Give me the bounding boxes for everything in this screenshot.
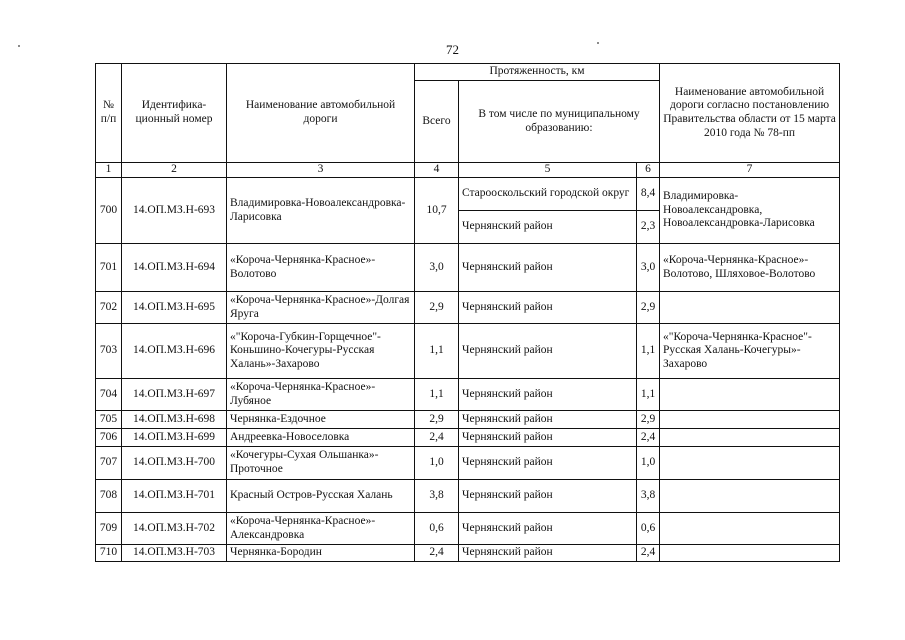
table-row <box>96 244 840 292</box>
decree-name-cell: «"Короча-Чернянка-Красное"-Русская Халань-Кочегуры»-Захарово <box>660 324 840 379</box>
district-length-cell: 3,0 <box>637 244 660 292</box>
district-cell: Чернянский район <box>459 513 637 545</box>
column-number: 3 <box>227 163 415 178</box>
district-length-cell: 2,9 <box>637 292 660 324</box>
decree-name-cell <box>660 292 840 324</box>
road-id-cell: 14.ОП.МЗ.Н-702 <box>122 513 227 545</box>
row-number-cell: 701 <box>96 244 122 292</box>
district-length-cell: 3,8 <box>637 480 660 513</box>
row-number-cell: 704 <box>96 379 122 411</box>
district-cell: Старооскольский городской округ <box>459 178 637 211</box>
district-cell: Чернянский район <box>459 545 637 562</box>
district-length-cell: 2,3 <box>637 211 660 244</box>
table-row <box>96 411 840 429</box>
row-number-cell: 708 <box>96 480 122 513</box>
decree-name-cell <box>660 545 840 562</box>
district-length-cell: 1,0 <box>637 447 660 480</box>
header-length-group: Протяженность, км <box>415 64 660 81</box>
row-number-cell: 709 <box>96 513 122 545</box>
total-length-cell: 1,0 <box>415 447 459 480</box>
district-cell: Чернянский район <box>459 211 637 244</box>
road-id-cell: 14.ОП.МЗ.Н-697 <box>122 379 227 411</box>
total-length-cell: 10,7 <box>415 178 459 244</box>
road-name-cell: «Короча-Чернянка-Красное»-Волотово <box>227 244 415 292</box>
decree-name-cell <box>660 411 840 429</box>
row-number-cell: 702 <box>96 292 122 324</box>
column-number: 5 <box>459 163 637 178</box>
district-length-cell: 0,6 <box>637 513 660 545</box>
table-row <box>96 178 840 211</box>
road-name-cell: «"Короча-Губкин-Горщечное"-Коньшино-Кочегуры-Русская Халань»-Захарово <box>227 324 415 379</box>
row-number-cell: 703 <box>96 324 122 379</box>
total-length-cell: 2,4 <box>415 545 459 562</box>
table-row <box>96 480 840 513</box>
road-id-cell: 14.ОП.МЗ.Н-700 <box>122 447 227 480</box>
page-number: 72 <box>446 42 459 57</box>
total-length-cell: 3,0 <box>415 244 459 292</box>
district-cell: Чернянский район <box>459 292 637 324</box>
district-cell: Чернянский район <box>459 429 637 447</box>
row-number-cell: 707 <box>96 447 122 480</box>
column-number: 2 <box>122 163 227 178</box>
road-id-cell: 14.ОП.МЗ.Н-696 <box>122 324 227 379</box>
header-municipal: В том числе по муниципальному образованию: <box>459 81 660 163</box>
road-id-cell: 14.ОП.МЗ.Н-701 <box>122 480 227 513</box>
road-id-cell: 14.ОП.МЗ.Н-695 <box>122 292 227 324</box>
road-name-cell: «Короча-Чернянка-Красное»-Лубяное <box>227 379 415 411</box>
row-number-cell: 710 <box>96 545 122 562</box>
header-id: Идентифика-ционный номер <box>122 64 227 163</box>
column-number: 4 <box>415 163 459 178</box>
table-row <box>96 324 840 379</box>
district-length-cell: 1,1 <box>637 379 660 411</box>
total-length-cell: 0,6 <box>415 513 459 545</box>
road-name-cell: Чернянка-Бородин <box>227 545 415 562</box>
district-length-cell: 1,1 <box>637 324 660 379</box>
district-length-cell: 2,4 <box>637 545 660 562</box>
row-number-cell: 700 <box>96 178 122 244</box>
header-decree-name: Наименование автомобильной дороги согласно постановлению Правительства области от 15 марта 2010 года № 78-пп <box>660 64 840 163</box>
column-number: 1 <box>96 163 122 178</box>
decree-name-cell <box>660 447 840 480</box>
decree-name-cell <box>660 379 840 411</box>
road-name-cell: «Кочегуры-Сухая Ольшанка»-Проточное <box>227 447 415 480</box>
road-name-cell: Красный Остров-Русская Халань <box>227 480 415 513</box>
table-row <box>96 447 840 480</box>
district-cell: Чернянский район <box>459 379 637 411</box>
column-number: 6 <box>637 163 660 178</box>
road-name-cell: «Короча-Чернянка-Красное»-Александровка <box>227 513 415 545</box>
table-row <box>96 292 840 324</box>
road-id-cell: 14.ОП.МЗ.Н-698 <box>122 411 227 429</box>
total-length-cell: 1,1 <box>415 379 459 411</box>
district-length-cell: 2,4 <box>637 429 660 447</box>
district-cell: Чернянский район <box>459 411 637 429</box>
road-name-cell: Чернянка-Ездочное <box>227 411 415 429</box>
decree-name-cell <box>660 480 840 513</box>
district-cell: Чернянский район <box>459 244 637 292</box>
table-row <box>96 545 840 562</box>
road-id-cell: 14.ОП.МЗ.Н-699 <box>122 429 227 447</box>
district-cell: Чернянский район <box>459 447 637 480</box>
table-row <box>96 379 840 411</box>
decree-name-cell <box>660 429 840 447</box>
header-num: № п/п <box>96 64 122 163</box>
road-name-cell: «Короча-Чернянка-Красное»-Долгая Яруга <box>227 292 415 324</box>
district-cell: Чернянский район <box>459 480 637 513</box>
road-id-cell: 14.ОП.МЗ.Н-694 <box>122 244 227 292</box>
road-id-cell: 14.ОП.МЗ.Н-703 <box>122 545 227 562</box>
row-number-cell: 706 <box>96 429 122 447</box>
total-length-cell: 3,8 <box>415 480 459 513</box>
table-row <box>96 429 840 447</box>
column-number: 7 <box>660 163 840 178</box>
row-number-cell: 705 <box>96 411 122 429</box>
decree-name-cell: Владимировка-Новоалександровка, Новоалександровка-Ларисовка <box>660 178 840 244</box>
total-length-cell: 2,4 <box>415 429 459 447</box>
road-name-cell: Андреевка-Новоселовка <box>227 429 415 447</box>
roads-table <box>95 63 840 562</box>
decree-name-cell: «Короча-Чернянка-Красное»-Волотово, Шляховое-Волотово <box>660 244 840 292</box>
total-length-cell: 1,1 <box>415 324 459 379</box>
district-cell: Чернянский район <box>459 324 637 379</box>
header-total: Всего <box>415 81 459 163</box>
total-length-cell: 2,9 <box>415 292 459 324</box>
road-name-cell: Владимировка-Новоалександровка-Ларисовка <box>227 178 415 244</box>
decree-name-cell <box>660 513 840 545</box>
district-length-cell: 8,4 <box>637 178 660 211</box>
table-row <box>96 513 840 545</box>
road-id-cell: 14.ОП.МЗ.Н-693 <box>122 178 227 244</box>
total-length-cell: 2,9 <box>415 411 459 429</box>
header-road-name: Наименование автомобильной дороги <box>227 64 415 163</box>
district-length-cell: 2,9 <box>637 411 660 429</box>
